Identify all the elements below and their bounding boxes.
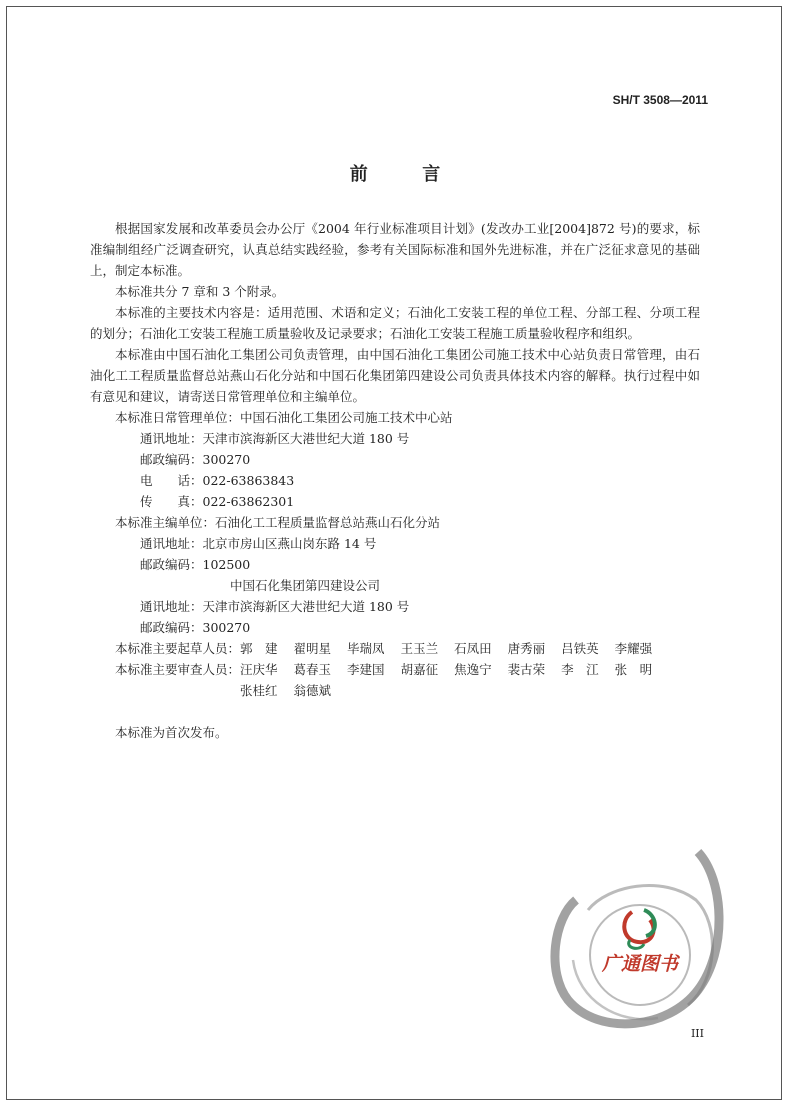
management-phone: 电 话：022-63863843 [140, 473, 295, 488]
reviewers-row-2 [90, 680, 700, 701]
management-fax: 传 真：022-63862301 [140, 494, 295, 509]
publisher-stamp [548, 840, 726, 1040]
management-address: 通讯地址：天津市滨海新区大港世纪大道 180 号 [140, 431, 410, 446]
page-number: III [690, 1027, 704, 1040]
paragraph-3: 本标准的主要技术内容是：适用范围、术语和定义；石油化工安装工程的单位工程、分部工程、分项工程的划分；石油化工安装工程施工质量验收及记录要求；石油化工安装工程施工质量验收程序和组织。 [90, 305, 700, 341]
person-name: 汪庆华 [240, 662, 278, 677]
management-postcode: 邮政编码：300270 [140, 452, 251, 467]
title-char-1: 前 [349, 164, 368, 185]
person-name: 唐秀丽 [507, 641, 546, 656]
person-name: 翟明星 [293, 641, 332, 656]
reviewers-names-row1 [240, 659, 668, 680]
person-name: 焦逸宁 [454, 662, 492, 677]
person-name: 毕瑞凤 [347, 641, 385, 656]
person-name: 李耀强 [614, 641, 653, 656]
person-name: 吕铁英 [561, 641, 599, 656]
reviewers-names-row2 [240, 680, 347, 701]
standard-code: SH/T 3508—2011 [612, 93, 708, 107]
person-name: 王玉兰 [400, 641, 439, 656]
title-char-2: 言 [422, 164, 441, 185]
person-name: 张桂红 [240, 683, 278, 698]
chief-editor-postcode-2: 邮政编码：300270 [140, 620, 251, 635]
management-unit-line: 本标准日常管理单位：中国石油化工集团公司施工技术中心站 [115, 410, 453, 425]
foreword-body [90, 218, 700, 743]
chief-editor-org-2: 中国石化集团第四建设公司 [230, 578, 381, 593]
person-name: 葛春玉 [293, 662, 332, 677]
person-name: 郭 建 [240, 641, 278, 656]
person-name: 裴古荣 [507, 662, 546, 677]
person-name: 李建国 [347, 662, 385, 677]
chief-editor-address-1: 通讯地址：北京市房山区燕山岗东路 14 号 [140, 536, 377, 551]
person-name: 张 明 [614, 662, 653, 677]
drafters-names [240, 638, 668, 659]
first-release-note: 本标准为首次发布。 [115, 725, 228, 740]
reviewers-label: 本标准主要审查人员： [115, 662, 241, 677]
chief-editor-address-2: 通讯地址：天津市滨海新区大港世纪大道 180 号 [140, 599, 410, 614]
reviewers-row [90, 659, 700, 680]
person-name: 李 江 [561, 662, 599, 677]
drafters-label: 本标准主要起草人员： [115, 641, 241, 656]
person-name: 胡嘉征 [400, 662, 439, 677]
chief-editor-postcode-1: 邮政编码：102500 [140, 557, 251, 572]
stamp-text: 广通图书 [601, 953, 679, 975]
paragraph-1: 根据国家发展和改革委员会办公厅《2004 年行业标准项目计划》(发改办工业[2004]872 号)的要求，标准编制组经广泛调查研究，认真总结实践经验，参考有关国际标准和国外先进标准，并在广泛征求意见的基础上，制定本标准。 [90, 221, 700, 278]
chief-editor-line: 本标准主编单位：石油化工工程质量监督总站燕山石化分站 [115, 515, 441, 530]
person-name: 石凤田 [454, 641, 492, 656]
stamp-logo-icon [624, 910, 655, 948]
drafters-row [90, 638, 700, 659]
paragraph-2: 本标准共分 7 章和 3 个附录。 [115, 284, 285, 299]
person-name: 翁德斌 [293, 683, 332, 698]
paragraph-4: 本标准由中国石油化工集团公司负责管理，由中国石油化工集团公司施工技术中心站负责日常管理，由石油化工工程质量监督总站燕山石化分站和中国石化集团第四建设公司负责具体技术内容的解释。执行过程中如有意见和建议，请寄送日常管理单位和主编单位。 [90, 347, 700, 404]
page-title [0, 160, 790, 186]
